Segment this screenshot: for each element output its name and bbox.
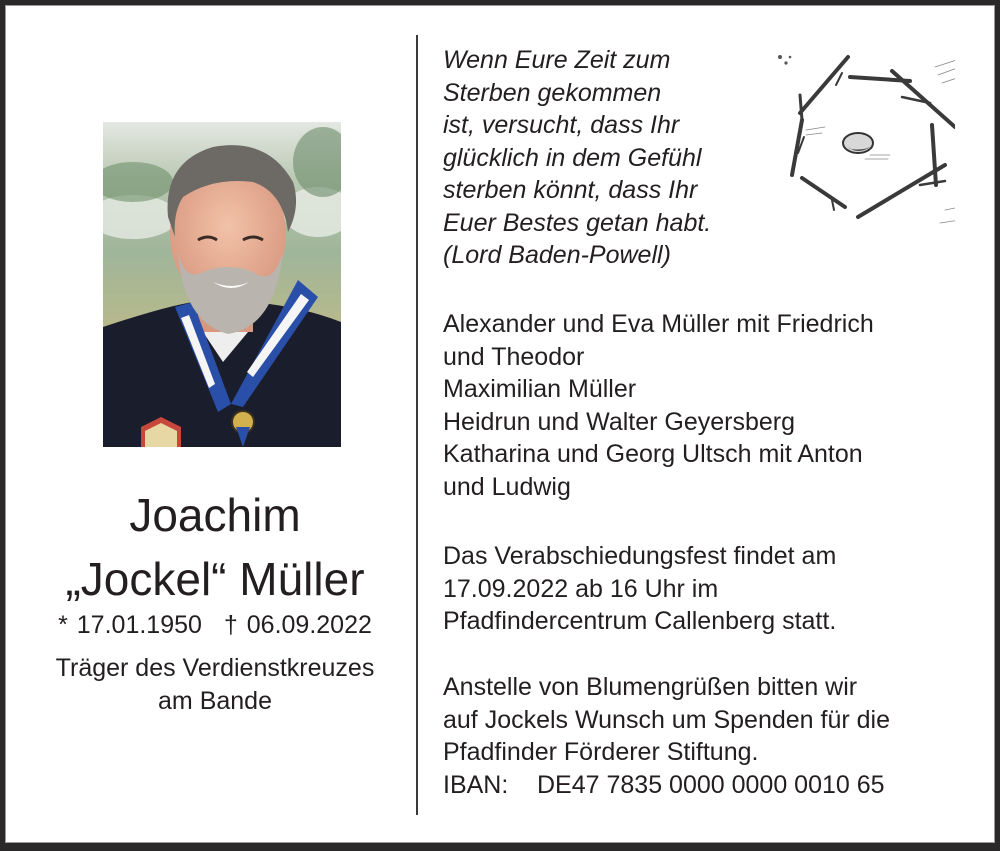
quote-line: ist, versucht, dass Ihr xyxy=(443,111,680,139)
portrait-photo xyxy=(103,122,341,447)
death-cross-icon: † xyxy=(223,611,238,639)
donation-line: Anstelle von Blumengrüßen bitten wir xyxy=(443,673,858,701)
quote-line: Sterben gekommen xyxy=(443,78,662,107)
portrait-image xyxy=(103,122,341,447)
deceased-nickname-surname: „Jockel“ Müller xyxy=(65,553,365,605)
quote-line: Euer Bestes getan habt. xyxy=(443,208,712,237)
memorial-quote xyxy=(443,44,711,272)
farewell-event-info xyxy=(443,540,836,638)
birth-date: 17.01.1950 xyxy=(76,611,202,639)
iban-value: DE47 7835 0000 0000 0010 65 xyxy=(537,770,885,799)
honor-text xyxy=(20,652,410,717)
mourner-line: Katharina und Georg Ultsch mit Anton xyxy=(443,440,863,468)
honor-line: am Bande xyxy=(158,686,272,715)
mourner-line: Maximilian Müller xyxy=(443,375,637,403)
column-divider xyxy=(416,35,418,815)
quote-attribution: (Lord Baden-Powell) xyxy=(443,241,671,269)
birth-symbol: * xyxy=(58,611,68,639)
mourner-line: und Ludwig xyxy=(443,472,571,501)
life-dates xyxy=(20,608,410,642)
mourners-list xyxy=(443,308,874,503)
donation-request xyxy=(443,671,890,801)
iban-label: IBAN: xyxy=(443,770,509,799)
quote-line: sterben könnt, dass Ihr xyxy=(443,176,698,204)
event-line: Pfadfindercentrum Callenberg statt. xyxy=(443,607,837,635)
quote-line: glücklich in dem Gefühl xyxy=(443,143,702,172)
death-date: 06.09.2022 xyxy=(246,611,372,639)
honor-line: Träger des Verdienstkreuzes xyxy=(55,654,375,682)
mourner-line: Alexander und Eva Müller mit Friedrich xyxy=(443,310,874,338)
event-line: 17.09.2022 ab 16 Uhr im xyxy=(443,574,719,603)
quote-line: Wenn Eure Zeit zum xyxy=(443,46,671,74)
obituary-notice xyxy=(5,5,995,843)
donation-line: auf Jockels Wunsch um Spenden für die xyxy=(443,705,891,734)
iban-row xyxy=(443,769,890,802)
donation-line: Pfadfinder Förderer Stiftung. xyxy=(443,738,759,766)
scout-trail-sign-illustration xyxy=(770,45,955,230)
deceased-first-name: Joachim xyxy=(129,489,301,541)
mourner-line: und Theodor xyxy=(443,342,585,371)
event-line: Das Verabschiedungsfest findet am xyxy=(443,542,837,570)
mourner-line: Heidrun und Walter Geyersberg xyxy=(443,407,796,436)
